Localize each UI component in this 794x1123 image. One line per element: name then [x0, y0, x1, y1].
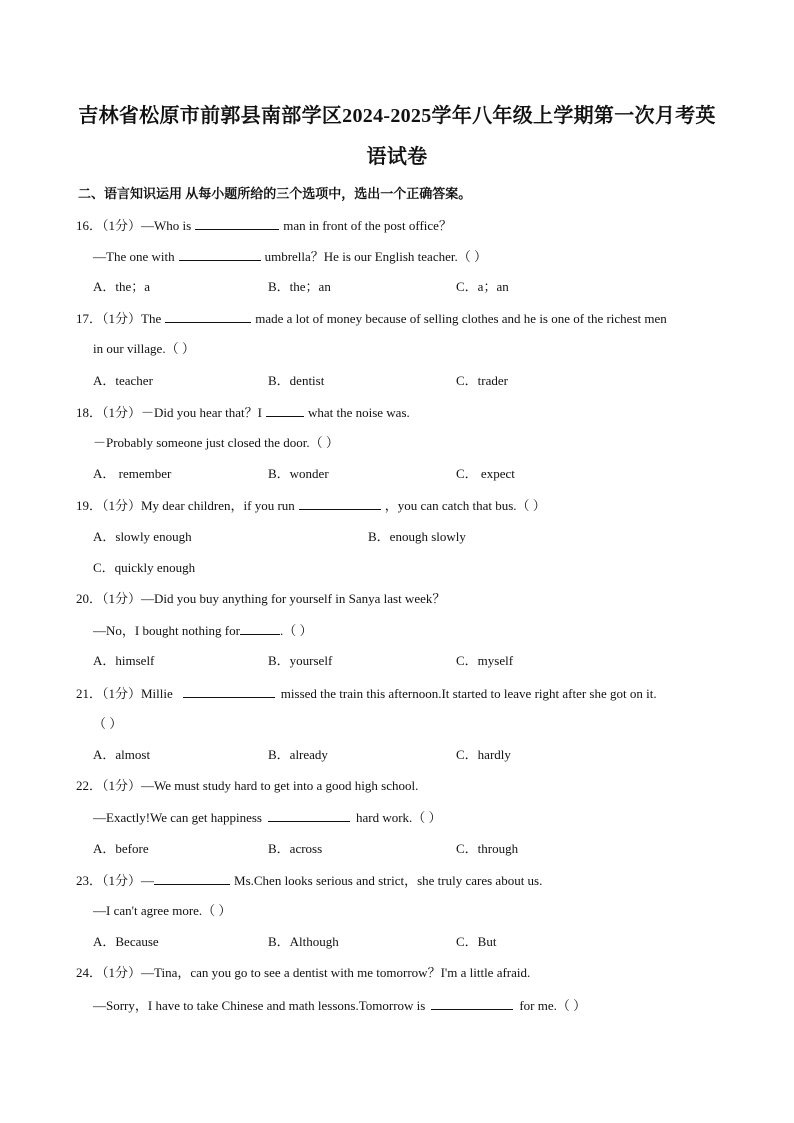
answer-blank	[431, 996, 513, 1010]
answer-blank	[179, 247, 261, 261]
question-19-stem: 19．（1分）My dear children，if you run ，you can catch that bus.（ ）	[76, 498, 546, 513]
option-20-c: C．myself	[456, 653, 514, 668]
question-21-stem: 21．（1分）Millie missed the train this afternoon.It started to leave right after she got on it.	[76, 686, 657, 701]
option-19-a: A．slowly enough	[93, 529, 192, 544]
option-21-b: B．already	[268, 747, 328, 762]
question-22-line-2: —Exactly!We can get happiness hard work.（ ）	[93, 810, 442, 825]
question-18-line-2: －Probably someone just closed the door.（ ）	[93, 435, 339, 450]
option-21-c: C．hardly	[456, 747, 511, 762]
option-23-c: C．But	[456, 934, 497, 949]
option-18-c: C． expect	[456, 466, 515, 481]
option-21-a: A．almost	[93, 747, 151, 762]
option-16-b: B．the；an	[268, 279, 331, 294]
question-23-stem: 23．（1分）— Ms.Chen looks serious and strict，she truly cares about us.	[76, 873, 543, 888]
option-22-b: B．across	[268, 841, 323, 856]
option-16-c: C．a；an	[456, 279, 509, 294]
answer-blank	[268, 808, 350, 822]
question-24-stem: 24．（1分）—Tina，can you go to see a dentist with me tomorrow？I'm a little afraid.	[76, 965, 531, 980]
option-23-b: B．Although	[268, 934, 339, 949]
question-24-line-2: —Sorry，I have to take Chinese and math lessons.Tomorrow is for me.（ ）	[93, 998, 587, 1013]
option-17-c: C．trader	[456, 373, 508, 388]
option-22-c: C．through	[456, 841, 519, 856]
exam-title-line-2: 语试卷	[366, 146, 428, 168]
question-17-line-2: in our village.（ ）	[93, 341, 195, 356]
question-16-line-2: —The one with umbrella？He is our English teacher.（ ）	[93, 249, 487, 264]
question-20-line-2: —No，I bought nothing for .（ ）	[93, 623, 313, 638]
question-18-stem: 18．（1分）－Did you hear that？I what the noise was.	[76, 405, 410, 420]
question-20-stem: 20．（1分）—Did you buy anything for yourself in Sanya last week？	[76, 591, 446, 606]
option-22-a: A．before	[93, 841, 149, 856]
answer-blank	[183, 684, 275, 698]
option-17-a: A．teacher	[93, 373, 153, 388]
option-19-b: B．enough slowly	[368, 529, 466, 544]
option-20-a: A．himself	[93, 653, 155, 668]
option-19-c: C．quickly enough	[93, 560, 196, 575]
question-16-stem: 16．（1分）—Who is man in front of the post office？	[76, 218, 452, 233]
option-20-b: B．yourself	[268, 653, 333, 668]
question-17-stem: 17．（1分）The made a lot of money because of selling clothes and he is one of the richest men	[76, 311, 667, 326]
exam-title-line-1: 吉林省松原市前郭县南部学区2024-2025学年八年级上学期第一次月考英	[78, 105, 716, 127]
option-18-a: A． remember	[93, 466, 172, 481]
option-16-a: A．the；a	[93, 279, 151, 294]
option-18-b: B．wonder	[268, 466, 329, 481]
question-22-stem: 22．（1分）—We must study hard to get into a good high school.	[76, 778, 419, 793]
option-17-b: B．dentist	[268, 373, 325, 388]
answer-blank	[299, 496, 381, 510]
answer-blank	[240, 621, 280, 635]
answer-blank	[154, 871, 230, 885]
answer-blank	[165, 309, 251, 323]
answer-blank	[195, 216, 279, 230]
question-21-line-2: （ ）	[93, 716, 123, 731]
option-23-a: A．Because	[93, 934, 159, 949]
section-heading: 二、语言知识运用 从每小题所给的三个选项中，选出一个正确答案。	[78, 186, 472, 201]
question-23-line-2: —I can't agree more.（ ）	[93, 903, 232, 918]
answer-blank	[266, 403, 304, 417]
